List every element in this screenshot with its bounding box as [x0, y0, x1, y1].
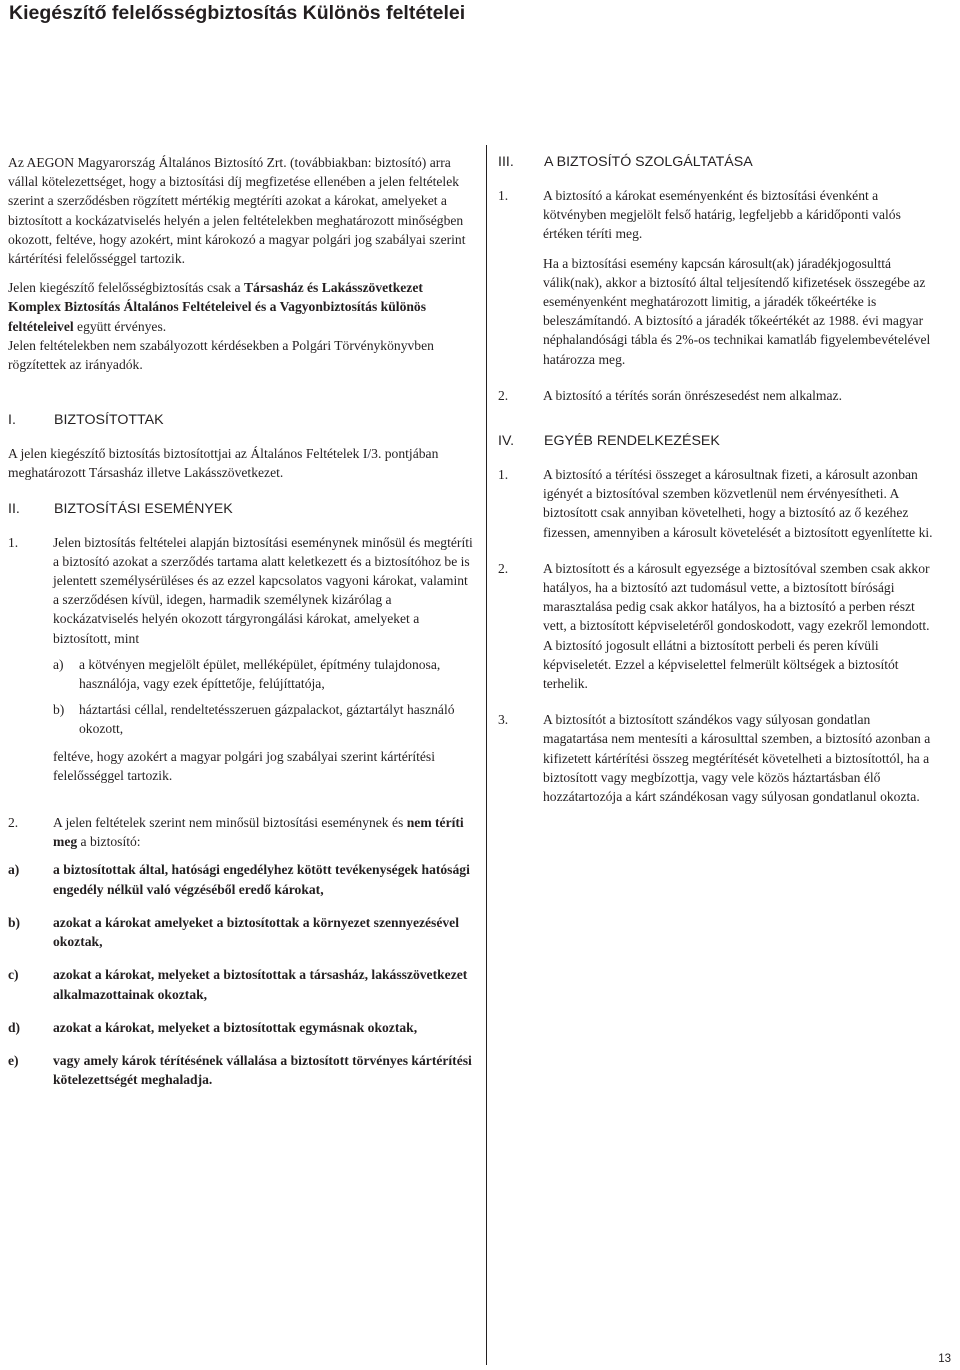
exclusion-text: a biztosítottak által, hatósági engedélyhez kötött tevékenységek hatósági engedély nélkül való végzéséből eredő károkat, [53, 862, 470, 897]
item-text: Jelen biztosítás feltételei alapján biztosítási eseménynek minősül és megtéríti a biztosító azokat a szerződés tartama alatt keletkezett és a biztosítóhoz be is jelentett személysérüléses és az ezzel kapcsolatos vagyoni károkat, valamint a szerződésen kívül, idegen, harmadik személynek kizárólag a kockázatviselés helyén okozott tárgyrongálási károkat, amelyeket a biztosított, mint [53, 534, 473, 646]
intro-p2-end: együtt érvényes. [73, 318, 167, 334]
sub-item-b [53, 700, 474, 738]
section-4-title: EGYÉB RENDELKEZÉSEK [544, 433, 720, 450]
intro-paragraph-3: Jelen feltételekben nem szabályozott kérdésekben a Polgári Törvénykönyvben rögzítettek az irányadók. [8, 337, 434, 373]
right-column [498, 153, 938, 806]
item-text-start: A jelen feltételek szerint nem minősül biztosítási eseménynek és [53, 815, 407, 831]
exclusion-text: azokat a károkat amelyeket a biztosítottak a környezet szennyezésével okoztak, [53, 914, 459, 950]
intro-paragraph-2 [8, 278, 474, 336]
item-text-end: a biztosító: [77, 834, 141, 850]
item-text-continued: Ha a biztosítási esemény kapcsán károsult(ak) járadékjogosulttá válik(nak), akkor a biztosító által teljesítendő kifizetések összegébe az eseményenként meghatározott limitig, a járadék tőkeértéke is beleszámítandó. A biztosító a járadék tőkeértékét az 1988. évi magyar néphalandósági tábla és 2%-os technikai kamatláb figyelembevételével határozza meg. [543, 255, 931, 367]
item-text: A biztosítót a biztosított szándékos vagy súlyosan gondatlan magatartása nem mentesíti a károsulttal szemben, a biztosító azonban a kifizetett kártérítési összeg megtérítését követelheti a biztosítottól, ha a biztosított vagy megbízottja, vagy vele közös háztartásban élő hozzátartozója a kárt szándékosan vagy súlyosan gondatlanul okozta. [543, 712, 931, 805]
exclusion-item [8, 913, 474, 951]
item-number: 1. [8, 534, 19, 550]
exclusion-item [8, 860, 474, 898]
section-1-title: BIZTOSÍTOTTAK [54, 412, 164, 429]
section-4-heading [498, 432, 938, 451]
section-3-number: III. [498, 154, 514, 170]
item-number: 2. [8, 815, 19, 831]
item-number: 1. [498, 467, 509, 483]
item-tail-text: feltéve, hogy azokért a magyar polgári jog szabályai szerint kártérítési felelősséggel tartozik. [53, 748, 435, 783]
exclusion-text: azokat a károkat, melyeket a biztosítottak egymásnak okoztak, [53, 1019, 418, 1035]
section-2-number: II. [8, 500, 20, 517]
section-4-item-2 [498, 559, 938, 693]
intro-p2-start: Jelen kiegészítő felelősségbiztosítás csak a [8, 280, 244, 296]
exclusion-letter: b) [8, 914, 21, 930]
item-number: 3. [498, 712, 509, 728]
page-number: 13 [938, 1353, 951, 1365]
exclusion-text: vagy amely károk térítésének vállalása a biztosított törvényes kártérítési kötelezettségét meghaladja. [53, 1052, 472, 1088]
section-3-item-1 [498, 186, 938, 369]
section-2-item-1 [8, 533, 474, 785]
exclusions-list [8, 860, 474, 1089]
sub-item-text: háztartási céllal, rendeltetésszeruen gázpalackot, gáztartályt használó okozott, [79, 702, 455, 737]
item-number: 2. [498, 387, 509, 403]
section-4-item-1 [498, 465, 938, 542]
item-number: 2. [498, 560, 509, 576]
exclusion-item [8, 965, 474, 1003]
section-2-item-2 [8, 813, 474, 851]
section-1-number: I. [8, 412, 16, 429]
sub-item-a [53, 655, 474, 693]
item-number: 1. [498, 188, 509, 203]
column-divider [486, 145, 487, 1365]
exclusion-letter: a) [8, 862, 20, 878]
item-text: A biztosító a térítés során önrészesedést nem alkalmaz. [543, 387, 842, 403]
exclusion-letter: d) [8, 1019, 21, 1035]
section-1-text: A jelen kiegészítő biztosítás biztosítottjai az Általános Feltételek I/3. pontjában meghatározott Társasház illetve Lakásszövetkezet. [8, 446, 439, 481]
intro-p2-bold: Társasház és Lakásszövetkezet Komplex Biztosítás Általános Feltételeivel és a Vagyonbiztosítás különös feltételeivel [8, 280, 427, 334]
exclusion-item [8, 1018, 474, 1037]
section-3-item-2 [498, 386, 938, 405]
section-4-number: IV. [498, 433, 515, 450]
item-text [53, 813, 474, 851]
item-text: A biztosító a károkat eseményenként és biztosítási évenként a kötvényben megjelölt felső határig, legfeljebb a káridőponti valós értéken téríti meg. [543, 188, 901, 242]
exclusion-letter: c) [8, 967, 19, 983]
sub-item-letter: b) [53, 702, 65, 718]
exclusion-letter: e) [8, 1052, 19, 1068]
item-text: A biztosított és a károsult egyezsége a biztosítóval szemben csak akkor hatályos, ha a biztosító azt tudomásul vette, a biztosított bírósági marasztalása pedig csak akkor hatályos, ha a biztosító a perben részt vett, a biztosított képviseletéről gondoskodott, vagy ezekről lemondott. A biztosító jogosult ellátni a biztosított perbeli és peren kívüli képviseletét. Ezzel a képviselettel felmerült költségek a biztosítót terhelik. [543, 560, 930, 692]
intro-paragraph-1: Az AEGON Magyarország Általános Biztosító Zrt. (továbbiakban: biztosító) arra vállal kötelezettséget, hogy a biztosítási díj megfizetése ellenében a jelen feltételek szerint a szerződésben rögzített mértékig megtéríti azokat a károkat, amelyeket a biztosított a kockázatviselés helyén a jelen feltételekben meghatározott minőségben okozott, feltéve, hogy azokért, mint károkozó a magyar polgári jog szabályai szerint kártérítési felelősséggel tartozik. [8, 155, 466, 267]
item-text-bold: nem téríti meg [53, 815, 464, 850]
section-2-title: BIZTOSÍTÁSI ESEMÉNYEK [54, 500, 233, 517]
page-title: Kiegészítő felelősségbiztosítás Különös feltételei [9, 2, 466, 24]
item-text: A biztosító a térítési összeget a károsultnak fizeti, a károsult azonban igényét a biztosítóval szemben közvetlenül nem érvényesítheti. A biztosított csak annyiban követelheti, hogy a biztosító az ő kezéhez fizessen, amennyiben a károsult követelését a biztosított egyenlítette ki. [543, 467, 933, 540]
section-1-heading [8, 411, 474, 430]
sub-item-text: a kötvényen megjelölt épület, melléképület, építmény tulajdonosa, használója, vagy ezek építtetője, felújíttatója, [79, 656, 441, 692]
sub-item-letter: a) [53, 656, 64, 672]
section-2-heading [8, 500, 474, 519]
section-3-heading [498, 153, 938, 172]
left-column [8, 153, 474, 1089]
exclusion-item [8, 1051, 474, 1089]
exclusion-text: azokat a károkat, melyeket a biztosítottak a társasház, lakásszövetkezet alkalmazottainak okoztak, [53, 967, 468, 1002]
section-4-item-3 [498, 710, 938, 806]
section-3-title: A BIZTOSÍTÓ SZOLGÁLTATÁSA [544, 154, 753, 170]
